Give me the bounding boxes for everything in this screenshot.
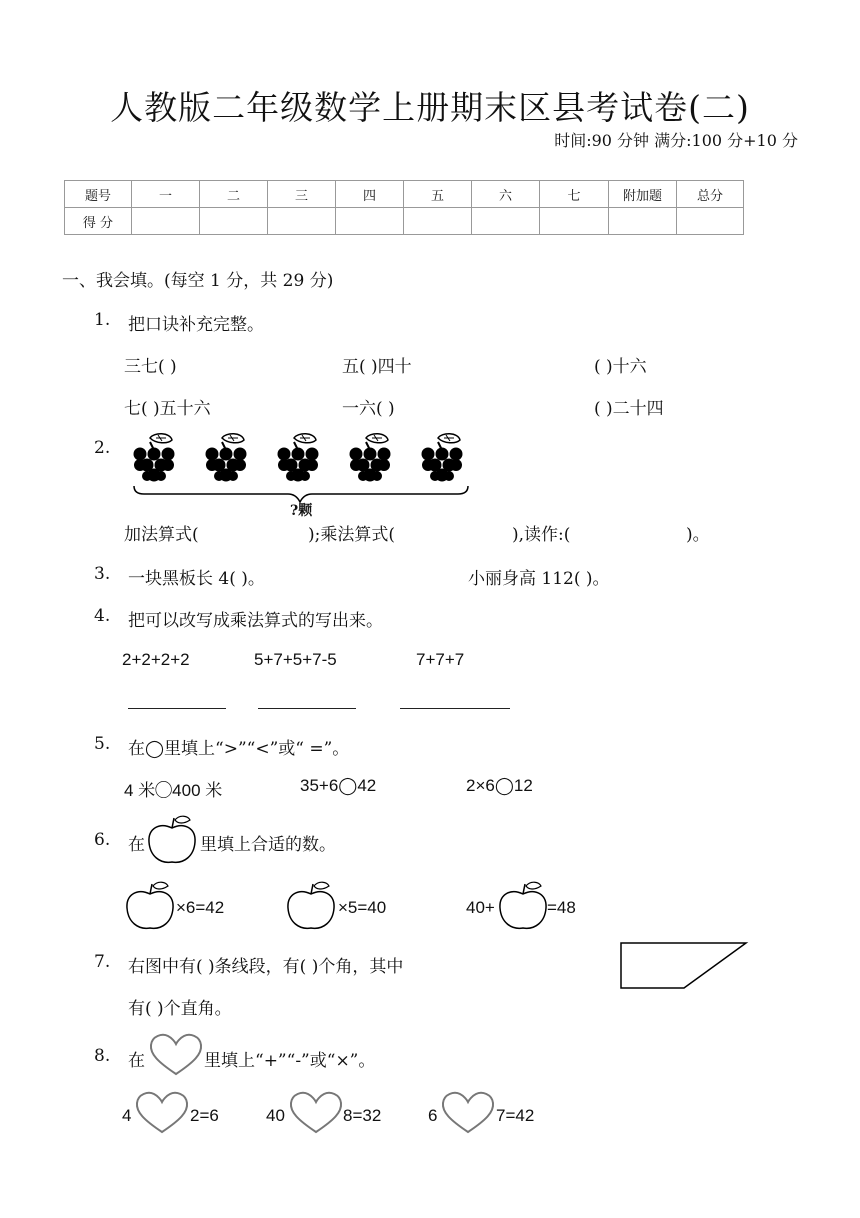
question-text: 在◯里填上“>”“<”或“ =”。 (128, 739, 350, 759)
score-cell[interactable] (268, 208, 336, 235)
question-text-pre: 在 (128, 1051, 145, 1071)
compare-item[interactable]: 4 米◯400 米 (124, 781, 223, 800)
header-cell: 一 (132, 181, 200, 208)
score-cell[interactable] (404, 208, 472, 235)
equation-rest: 7=42 (496, 1106, 535, 1125)
question-number: 8. (94, 1046, 111, 1066)
fill-blank[interactable]: ( )二十四 (594, 399, 664, 419)
equation-pre: 40+ (466, 898, 495, 917)
fill-blank[interactable]: 五( )四十 (342, 357, 412, 377)
question-number: 2. (94, 438, 111, 458)
grape-bunch-icon (206, 434, 247, 482)
header-cell: 六 (472, 181, 540, 208)
question-text: 里填上合适的数。 (200, 835, 336, 855)
equation-pre: 4 (122, 1106, 132, 1125)
fill-blank[interactable]: 七( )五十六 (124, 399, 211, 419)
score-cell[interactable] (677, 208, 744, 235)
expression: 7+7+7 (416, 650, 465, 669)
score-table-score-row (65, 208, 744, 235)
score-table-header-row (65, 181, 744, 208)
score-table (64, 180, 744, 235)
fill-blank[interactable]: 小丽身高 112( )。 (468, 569, 610, 589)
end-label: )。 (686, 525, 710, 545)
grape-bunch-icon (278, 434, 319, 482)
question-text-pre: 在 (128, 835, 145, 855)
header-cell: 四 (336, 181, 404, 208)
answer-line[interactable] (128, 708, 226, 709)
expression: 5+7+5+7-5 (254, 650, 337, 669)
fill-blank[interactable]: 三七( ) (124, 357, 177, 377)
header-cell: 二 (200, 181, 268, 208)
question-number: 1. (94, 310, 111, 330)
apple-icon[interactable] (285, 880, 337, 932)
page-title: 人教版二年级数学上册期末区县考试卷(二) (110, 88, 750, 127)
equation-rest: =48 (547, 898, 576, 917)
grape-bunch-icon (422, 434, 463, 482)
equation-rest: 2=6 (190, 1106, 219, 1125)
equation-pre: 6 (428, 1106, 438, 1125)
apple-icon[interactable] (124, 880, 176, 932)
compare-item[interactable]: 2×6◯12 (466, 776, 533, 795)
score-cell[interactable] (540, 208, 609, 235)
score-cell[interactable] (132, 208, 200, 235)
reading-label: ),读作:( (512, 525, 571, 545)
fill-blank[interactable]: 有( )个直角。 (128, 999, 232, 1019)
grape-bunch-icon (134, 434, 175, 482)
answer-line[interactable] (258, 708, 356, 709)
question-number: 3. (94, 564, 111, 584)
question-number: 5. (94, 734, 111, 754)
question-text: 把可以改写成乘法算式的写出来。 (128, 611, 383, 631)
header-cell: 三 (268, 181, 336, 208)
header-cell: 附加题 (609, 181, 677, 208)
equation-rest: ×6=42 (176, 898, 225, 917)
brace-label: ?颗 (290, 503, 313, 519)
equation-rest: ×5=40 (338, 898, 387, 917)
multiplication-label: );乘法算式( (308, 525, 395, 545)
header-cell: 五 (404, 181, 472, 208)
score-cell[interactable] (609, 208, 677, 235)
score-cell[interactable] (200, 208, 268, 235)
question-number: 6. (94, 830, 111, 850)
equation-pre: 40 (266, 1106, 285, 1125)
question-number: 4. (94, 606, 111, 626)
question-text: 里填上“+”“-”或“×”。 (204, 1051, 376, 1071)
heart-icon[interactable] (440, 1090, 496, 1136)
exam-info: 时间:90 分钟 满分:100 分+10 分 (554, 131, 798, 150)
section-heading: 一、我会填。(每空 1 分，共 29 分) (62, 271, 334, 291)
apple-icon (146, 814, 198, 866)
equation-rest: 8=32 (343, 1106, 382, 1125)
score-cell[interactable] (472, 208, 540, 235)
trapezoid-figure (618, 940, 750, 992)
heart-icon[interactable] (288, 1090, 344, 1136)
expression: 2+2+2+2 (122, 650, 190, 669)
row-label: 得 分 (65, 208, 132, 235)
header-cell: 七 (540, 181, 609, 208)
apple-icon[interactable] (497, 880, 549, 932)
addition-label: 加法算式( (124, 525, 199, 545)
heart-icon (148, 1032, 204, 1078)
question-text: 把口诀补充完整。 (128, 315, 264, 335)
score-cell[interactable] (336, 208, 404, 235)
answer-line[interactable] (400, 708, 510, 709)
fill-blank[interactable]: ( )十六 (594, 357, 647, 377)
fill-blank[interactable]: 一块黑板长 4( )。 (128, 569, 265, 589)
question-number: 7. (94, 952, 111, 972)
header-cell: 总分 (677, 181, 744, 208)
fill-blank[interactable]: 一六( ) (342, 399, 395, 419)
header-cell: 题号 (65, 181, 132, 208)
grape-bunch-icon (350, 434, 391, 482)
fill-blank[interactable]: 右图中有( )条线段，有( )个角，其中 (128, 957, 404, 977)
compare-item[interactable]: 35+6◯42 (300, 776, 377, 795)
heart-icon[interactable] (134, 1090, 190, 1136)
